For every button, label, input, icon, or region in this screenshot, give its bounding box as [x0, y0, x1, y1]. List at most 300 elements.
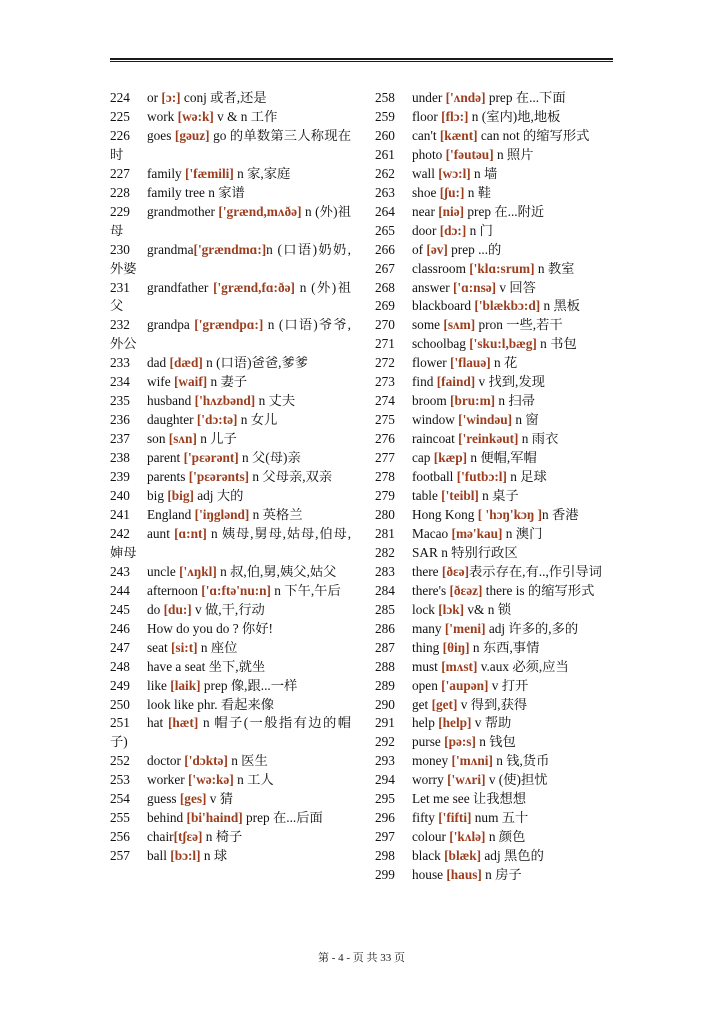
entry-definition: n 父(母)亲	[238, 450, 301, 466]
entry-number: 240	[110, 488, 130, 504]
entry-definition: n 叔,伯,舅,姨父,姑父	[216, 563, 337, 579]
entry-phonetic: ['klɑ:srum]	[469, 260, 535, 276]
entry-phonetic: [ʃu:]	[439, 184, 465, 200]
entry-definition: n 帽子(一般指有边的帽子)	[110, 715, 351, 750]
entry-word: house	[412, 867, 447, 883]
entry-number: 288	[375, 658, 395, 674]
entry-definition: n 椅子	[202, 829, 243, 845]
vocab-entry	[110, 373, 351, 392]
vocab-entry	[110, 582, 351, 601]
entry-word: classroom	[412, 260, 470, 276]
vocab-entry	[375, 582, 613, 601]
entry-phonetic: [help]	[438, 715, 472, 731]
entry-number: 272	[375, 355, 395, 371]
entry-word: goes	[147, 127, 175, 143]
vocab-entry	[375, 184, 613, 203]
entry-definition: prep 像,跟...一样	[200, 677, 298, 693]
entry-phonetic: [hæt]	[167, 715, 199, 731]
entry-definition: n 黑板	[540, 298, 581, 314]
entry-phonetic: ['wə:kə]	[187, 772, 234, 788]
vocab-entry	[110, 279, 351, 317]
entry-definition: there is 的缩写形式	[482, 582, 595, 598]
entry-number: 241	[110, 506, 130, 522]
entry-phonetic: [əv]	[426, 241, 448, 257]
entry-number: 267	[375, 260, 395, 276]
vocab-entry	[375, 127, 613, 146]
entry-number: 256	[110, 829, 130, 845]
vocab-entry	[375, 430, 613, 449]
entry-phonetic: [gəuz]	[174, 127, 210, 143]
vocab-entry	[375, 165, 613, 184]
vocab-entry	[375, 847, 613, 866]
entry-phonetic: [haus]	[446, 867, 482, 883]
entry-word: of	[412, 241, 427, 257]
entry-definition: n 鞋	[464, 184, 491, 200]
entry-number: 254	[110, 791, 130, 807]
vocab-entry	[375, 771, 613, 790]
entry-phonetic: ['reinkəut]	[458, 431, 519, 447]
entry-word: guess	[147, 791, 180, 807]
vocab-entry	[110, 525, 351, 563]
entry-word: schoolbag	[412, 336, 470, 352]
entry-phonetic: [bi'haind]	[186, 810, 243, 826]
entry-number: 271	[375, 336, 395, 352]
entry-definition: go 的单数第三人称现在时	[110, 127, 352, 162]
entry-phonetic: [si:t]	[171, 639, 198, 655]
entry-definition: prep ...的	[447, 241, 502, 257]
vocab-entry	[375, 392, 613, 411]
entry-word: flower	[412, 355, 451, 371]
vocab-entry	[110, 677, 351, 696]
entry-number: 278	[375, 469, 395, 485]
entry-word: window	[412, 412, 459, 428]
entry-number: 295	[375, 791, 395, 807]
header-rule	[110, 58, 613, 62]
entry-word: table	[412, 488, 442, 504]
entry-number: 260	[375, 127, 395, 143]
entry-phonetic: [big]	[167, 488, 194, 504]
entry-word: floor	[412, 108, 442, 124]
entry-definition: n 足球	[506, 469, 547, 485]
entry-word: son	[147, 431, 169, 447]
entry-word: near	[412, 203, 439, 219]
entry-number: 247	[110, 639, 130, 655]
entry-word: look like	[147, 696, 194, 712]
entry-definition: n 儿子	[196, 431, 237, 447]
entry-definition: 你好!	[238, 620, 273, 636]
entry-number: 226	[110, 127, 130, 143]
vocab-entry	[375, 601, 613, 620]
entry-phonetic: [ɑ:nt]	[174, 525, 207, 541]
entry-number: 236	[110, 412, 130, 428]
entry-phonetic: ['sku:l,bæg]	[469, 336, 537, 352]
entry-definition: can not 的缩写形式	[477, 127, 590, 143]
vocab-entry	[375, 714, 613, 733]
vocab-entry	[110, 847, 351, 866]
entry-number: 262	[375, 165, 395, 181]
entry-phonetic: [faind]	[436, 374, 476, 390]
entry-phonetic: ['grænd,mʌðə]	[218, 203, 302, 219]
entry-number: 231	[110, 279, 130, 295]
vocab-entry	[375, 89, 613, 108]
entry-phonetic: [wə:k]	[177, 108, 214, 124]
vocab-entry	[375, 411, 613, 430]
entry-phonetic: ['kʌlə]	[449, 829, 486, 845]
entry-word: worker	[147, 772, 188, 788]
vocab-column-right	[375, 89, 613, 885]
entry-word: chair	[147, 829, 174, 845]
entry-word: work	[147, 108, 178, 124]
entry-number: 235	[110, 393, 130, 409]
entry-word: afternoon	[147, 582, 202, 598]
entry-word: answer	[412, 279, 453, 295]
vocab-entry	[110, 790, 351, 809]
entry-word: there	[412, 563, 442, 579]
entry-number: 277	[375, 450, 395, 466]
entry-phonetic: [ 'hɔŋ'kɔŋ ]	[477, 506, 543, 522]
vocab-entry	[110, 203, 351, 241]
entry-number: 255	[110, 810, 130, 826]
entry-word: grandpa	[147, 317, 195, 333]
entry-phonetic: [bru:m]	[450, 393, 496, 409]
entry-phonetic: [waif]	[173, 374, 208, 390]
entry-definition: conj 或者,还是	[180, 90, 267, 105]
vocab-entry	[110, 449, 351, 468]
entry-definition: phr. 看起来像	[193, 696, 275, 712]
entry-word: like	[147, 677, 171, 693]
entry-definition: n 姨母,舅母,姑母,伯母,婶母	[110, 525, 352, 560]
entry-word: some	[412, 317, 444, 333]
entry-number: 289	[375, 677, 395, 693]
entry-number: 298	[375, 848, 395, 864]
vocab-entry	[110, 601, 351, 620]
entry-word: wall	[412, 165, 439, 181]
entry-number: 245	[110, 601, 130, 617]
vocab-entry	[375, 790, 613, 809]
vocab-entry	[375, 316, 613, 335]
entry-phonetic: [niə]	[438, 203, 465, 219]
entry-number: 273	[375, 374, 395, 390]
vocab-entry	[375, 203, 613, 222]
vocab-entry	[110, 184, 351, 203]
entry-phonetic: [sʌm]	[443, 317, 476, 333]
entry-phonetic: ['dɔ:tə]	[196, 412, 238, 428]
entry-word: SAR	[412, 544, 438, 560]
vocab-entry	[110, 316, 351, 354]
entry-number: 249	[110, 677, 130, 693]
vocab-entry	[110, 809, 351, 828]
entry-phonetic: ['ʌŋkl]	[179, 563, 217, 579]
vocab-entry	[110, 828, 351, 847]
entry-number: 269	[375, 298, 395, 314]
entry-word: parents	[147, 469, 189, 485]
entry-number: 283	[375, 563, 395, 579]
entry-word: ball	[147, 848, 171, 864]
entry-definition: n 钱包	[475, 734, 516, 750]
vocab-entry	[110, 89, 351, 108]
entry-word: doctor	[147, 753, 185, 769]
vocab-entry	[375, 544, 613, 563]
entry-definition: adj 许多的,多的	[485, 620, 579, 636]
entry-definition: prep 在...附近	[464, 203, 545, 219]
entry-definition: 让我想想	[469, 791, 527, 807]
entry-number: 275	[375, 412, 395, 428]
entry-definition: n 东西,事情	[469, 639, 540, 655]
entry-definition: n (口语)爷爷,外公	[110, 317, 351, 352]
entry-phonetic: [pə:s]	[444, 734, 476, 750]
vocab-entry	[375, 696, 613, 715]
entry-number: 242	[110, 525, 130, 541]
entry-word: family	[147, 165, 186, 181]
entry-phonetic: ['grændpɑ:]	[194, 317, 264, 333]
entry-word: colour	[412, 829, 450, 845]
entry-definition: v (使)担忧	[485, 772, 548, 788]
entry-definition: n (外)祖父	[110, 279, 351, 314]
entry-number: 244	[110, 582, 130, 598]
entry-phonetic: ['fifti]	[438, 810, 472, 826]
entry-number: 228	[110, 184, 130, 200]
vocab-entry	[375, 487, 613, 506]
entry-word: aunt	[147, 525, 175, 541]
entry-number: 232	[110, 317, 130, 333]
vocab-entry	[110, 468, 351, 487]
entry-phonetic: [wɔ:l]	[438, 165, 471, 181]
entry-number: 237	[110, 431, 130, 447]
entry-number: 291	[375, 715, 395, 731]
vocab-entry	[375, 241, 613, 260]
entry-phonetic: [blæk]	[444, 848, 482, 864]
vocab-entry	[110, 127, 351, 165]
entry-number: 252	[110, 753, 130, 769]
entry-definition: n (外)祖母	[110, 203, 352, 238]
entry-definition: v 打开	[488, 677, 529, 693]
entry-word: shoe	[412, 184, 440, 200]
entry-phonetic: [mə'kau]	[451, 525, 503, 541]
entry-definition: v 做,干,行动	[191, 601, 265, 617]
vocab-entry	[110, 658, 351, 677]
entry-number: 280	[375, 506, 395, 522]
entry-word: under	[412, 90, 446, 105]
entry-definition: n 工人	[233, 772, 274, 788]
entry-definition: n 丈夫	[255, 393, 296, 409]
entry-definition: n 扫帚	[495, 393, 535, 409]
entry-definition: n 桌子	[478, 488, 519, 504]
vocab-entry	[375, 335, 613, 354]
entry-phonetic: ['flauə]	[450, 355, 491, 371]
entry-word: dad	[147, 355, 170, 371]
entry-number: 270	[375, 317, 395, 333]
entry-word: there's	[412, 582, 450, 598]
vocab-entry	[110, 392, 351, 411]
entry-phonetic: [dɔ:]	[439, 222, 467, 238]
entry-word: many	[412, 620, 445, 636]
entry-phonetic: [laik]	[170, 677, 201, 693]
entry-phonetic: ['fəutəu]	[445, 146, 494, 162]
entry-word: Let me see	[412, 791, 470, 807]
entry-number: 286	[375, 620, 395, 636]
entry-word: seat	[147, 639, 171, 655]
entry-number: 296	[375, 810, 395, 826]
vocab-entry	[375, 260, 613, 279]
entry-number: 233	[110, 355, 130, 371]
vocab-entry	[375, 809, 613, 828]
entry-definition: n 下午,午后	[270, 582, 341, 598]
vocab-entry	[375, 506, 613, 525]
entry-phonetic: [get]	[431, 696, 458, 712]
entry-definition: n 照片	[493, 146, 534, 162]
vocab-entry	[375, 733, 613, 752]
entry-number: 287	[375, 639, 395, 655]
entry-word: help	[412, 715, 439, 731]
entry-phonetic: ['dɔktə]	[184, 753, 228, 769]
entry-phonetic: ['windəu]	[458, 412, 513, 428]
vocab-entry	[110, 752, 351, 771]
entry-word: have a seat	[147, 658, 206, 674]
vocab-entry	[375, 297, 613, 316]
vocab-entry	[110, 696, 351, 715]
entry-number: 268	[375, 279, 395, 295]
entry-number: 265	[375, 222, 395, 238]
entry-phonetic: [ðεəz]	[449, 582, 483, 598]
entry-phonetic: ['fæmili]	[185, 165, 234, 181]
entry-definition: n 教室	[534, 260, 575, 276]
entry-phonetic: ['aupən]	[441, 677, 489, 693]
entry-definition: n (室内)地,地板	[468, 108, 561, 124]
vocab-entry	[375, 279, 613, 298]
entry-definition: v 得到,获得	[457, 696, 528, 712]
entry-word: open	[412, 677, 442, 693]
vocab-entry	[110, 165, 351, 184]
entry-phonetic: [du:]	[163, 601, 192, 617]
vocab-entry	[375, 677, 613, 696]
entry-word: big	[147, 488, 168, 504]
entry-word: lock	[412, 601, 439, 617]
entry-word: photo	[412, 146, 446, 162]
entry-phonetic: [kænt]	[439, 127, 478, 143]
vocab-entry	[110, 506, 351, 525]
vocab-entry	[375, 639, 613, 658]
entry-phonetic: ['iŋglənd]	[194, 506, 250, 522]
entry-number: 294	[375, 772, 395, 788]
entry-phonetic: [dæd]	[169, 355, 203, 371]
entry-definition: 坐下,就坐	[205, 658, 266, 674]
vocab-entry	[110, 487, 351, 506]
vocab-entry	[110, 430, 351, 449]
entry-definition: n 妻子	[207, 374, 248, 390]
entry-definition: n 书包	[536, 336, 577, 352]
entry-definition: v 猜	[206, 791, 234, 807]
vocab-entry	[110, 771, 351, 790]
vocab-column-left	[110, 89, 351, 866]
vocab-entry	[110, 563, 351, 582]
entry-phonetic: ['blækbɔ:d]	[474, 298, 541, 314]
vocab-entry	[375, 563, 613, 582]
entry-number: 281	[375, 525, 395, 541]
vocab-entry	[375, 752, 613, 771]
entry-phonetic: [tʃεə]	[173, 829, 203, 845]
entry-phonetic: [ɔ:]	[161, 90, 181, 105]
entry-phonetic: ['ɑ:ftə'nu:n]	[201, 582, 271, 598]
entry-definition: n 便帽,军帽	[467, 450, 537, 466]
entry-phonetic: [ges]	[179, 791, 207, 807]
vocab-entry	[110, 639, 351, 658]
entry-word: uncle	[147, 563, 180, 579]
entry-definition: n 雨衣	[518, 431, 559, 447]
entry-word: purse	[412, 734, 445, 750]
entry-number: 258	[375, 90, 395, 105]
vocab-entry	[375, 373, 613, 392]
entry-word: or	[147, 90, 162, 105]
entry-definition: n 座位	[197, 639, 238, 655]
entry-number: 234	[110, 374, 130, 390]
entry-word: black	[412, 848, 445, 864]
entry-definition: v& n 锁	[464, 601, 511, 617]
entry-phonetic: [ðεə]	[441, 563, 469, 579]
vocab-entry	[375, 354, 613, 373]
entry-definition: prep 在...后面	[242, 810, 323, 826]
entry-number: 282	[375, 544, 395, 560]
vocab-entry	[375, 146, 613, 165]
entry-definition: adj 黑色的	[481, 848, 544, 864]
entry-number: 248	[110, 658, 130, 674]
entry-definition: 表示存在,有..,作引导词	[469, 563, 602, 579]
entry-number: 299	[375, 867, 395, 883]
entry-number: 251	[110, 715, 130, 731]
entry-number: 263	[375, 184, 395, 200]
entry-definition: n 墙	[470, 165, 498, 181]
entry-phonetic: ['ʌndə]	[445, 90, 486, 105]
entry-number: 274	[375, 393, 395, 409]
entry-number: 279	[375, 488, 395, 504]
entry-number: 246	[110, 620, 130, 636]
entry-number: 250	[110, 696, 130, 712]
entry-word: blackboard	[412, 298, 475, 314]
entry-word: can't	[412, 127, 440, 143]
entry-phonetic: [kæp]	[433, 450, 468, 466]
entry-number: 253	[110, 772, 130, 788]
entry-number: 297	[375, 829, 395, 845]
entry-word: grandma	[147, 241, 194, 257]
entry-number: 285	[375, 601, 395, 617]
entry-number: 227	[110, 165, 130, 181]
entry-phonetic: [sʌn]	[168, 431, 197, 447]
entry-definition: n 颜色	[485, 829, 526, 845]
entry-phonetic: [bɔ:l]	[170, 848, 201, 864]
entry-definition: n 窗	[512, 412, 539, 428]
entry-word: family tree	[147, 184, 205, 200]
entry-word: grandmother	[147, 203, 219, 219]
entry-definition: v 帮助	[471, 715, 512, 731]
entry-definition: n 特别行政区	[437, 544, 518, 560]
entry-number: 290	[375, 696, 395, 712]
entry-word: do	[147, 601, 164, 617]
entry-phonetic: [mʌst]	[441, 658, 478, 674]
entry-definition: n 花	[490, 355, 518, 371]
entry-word: football	[412, 469, 457, 485]
vocab-entry	[375, 828, 613, 847]
entry-definition: n 房子	[481, 867, 522, 883]
entry-definition: n 女儿	[237, 412, 278, 428]
entry-phonetic: ['wʌri]	[447, 772, 486, 788]
vocab-entry	[110, 620, 351, 639]
entry-phonetic: ['hʌzbənd]	[194, 393, 256, 409]
entry-word: Macao	[412, 525, 452, 541]
entry-definition: n 钱,货币	[492, 753, 550, 769]
entry-definition: v & n 工作	[213, 108, 278, 124]
entry-definition: n 家,家庭	[233, 165, 291, 181]
entry-word: broom	[412, 393, 451, 409]
vocab-entry	[375, 222, 613, 241]
